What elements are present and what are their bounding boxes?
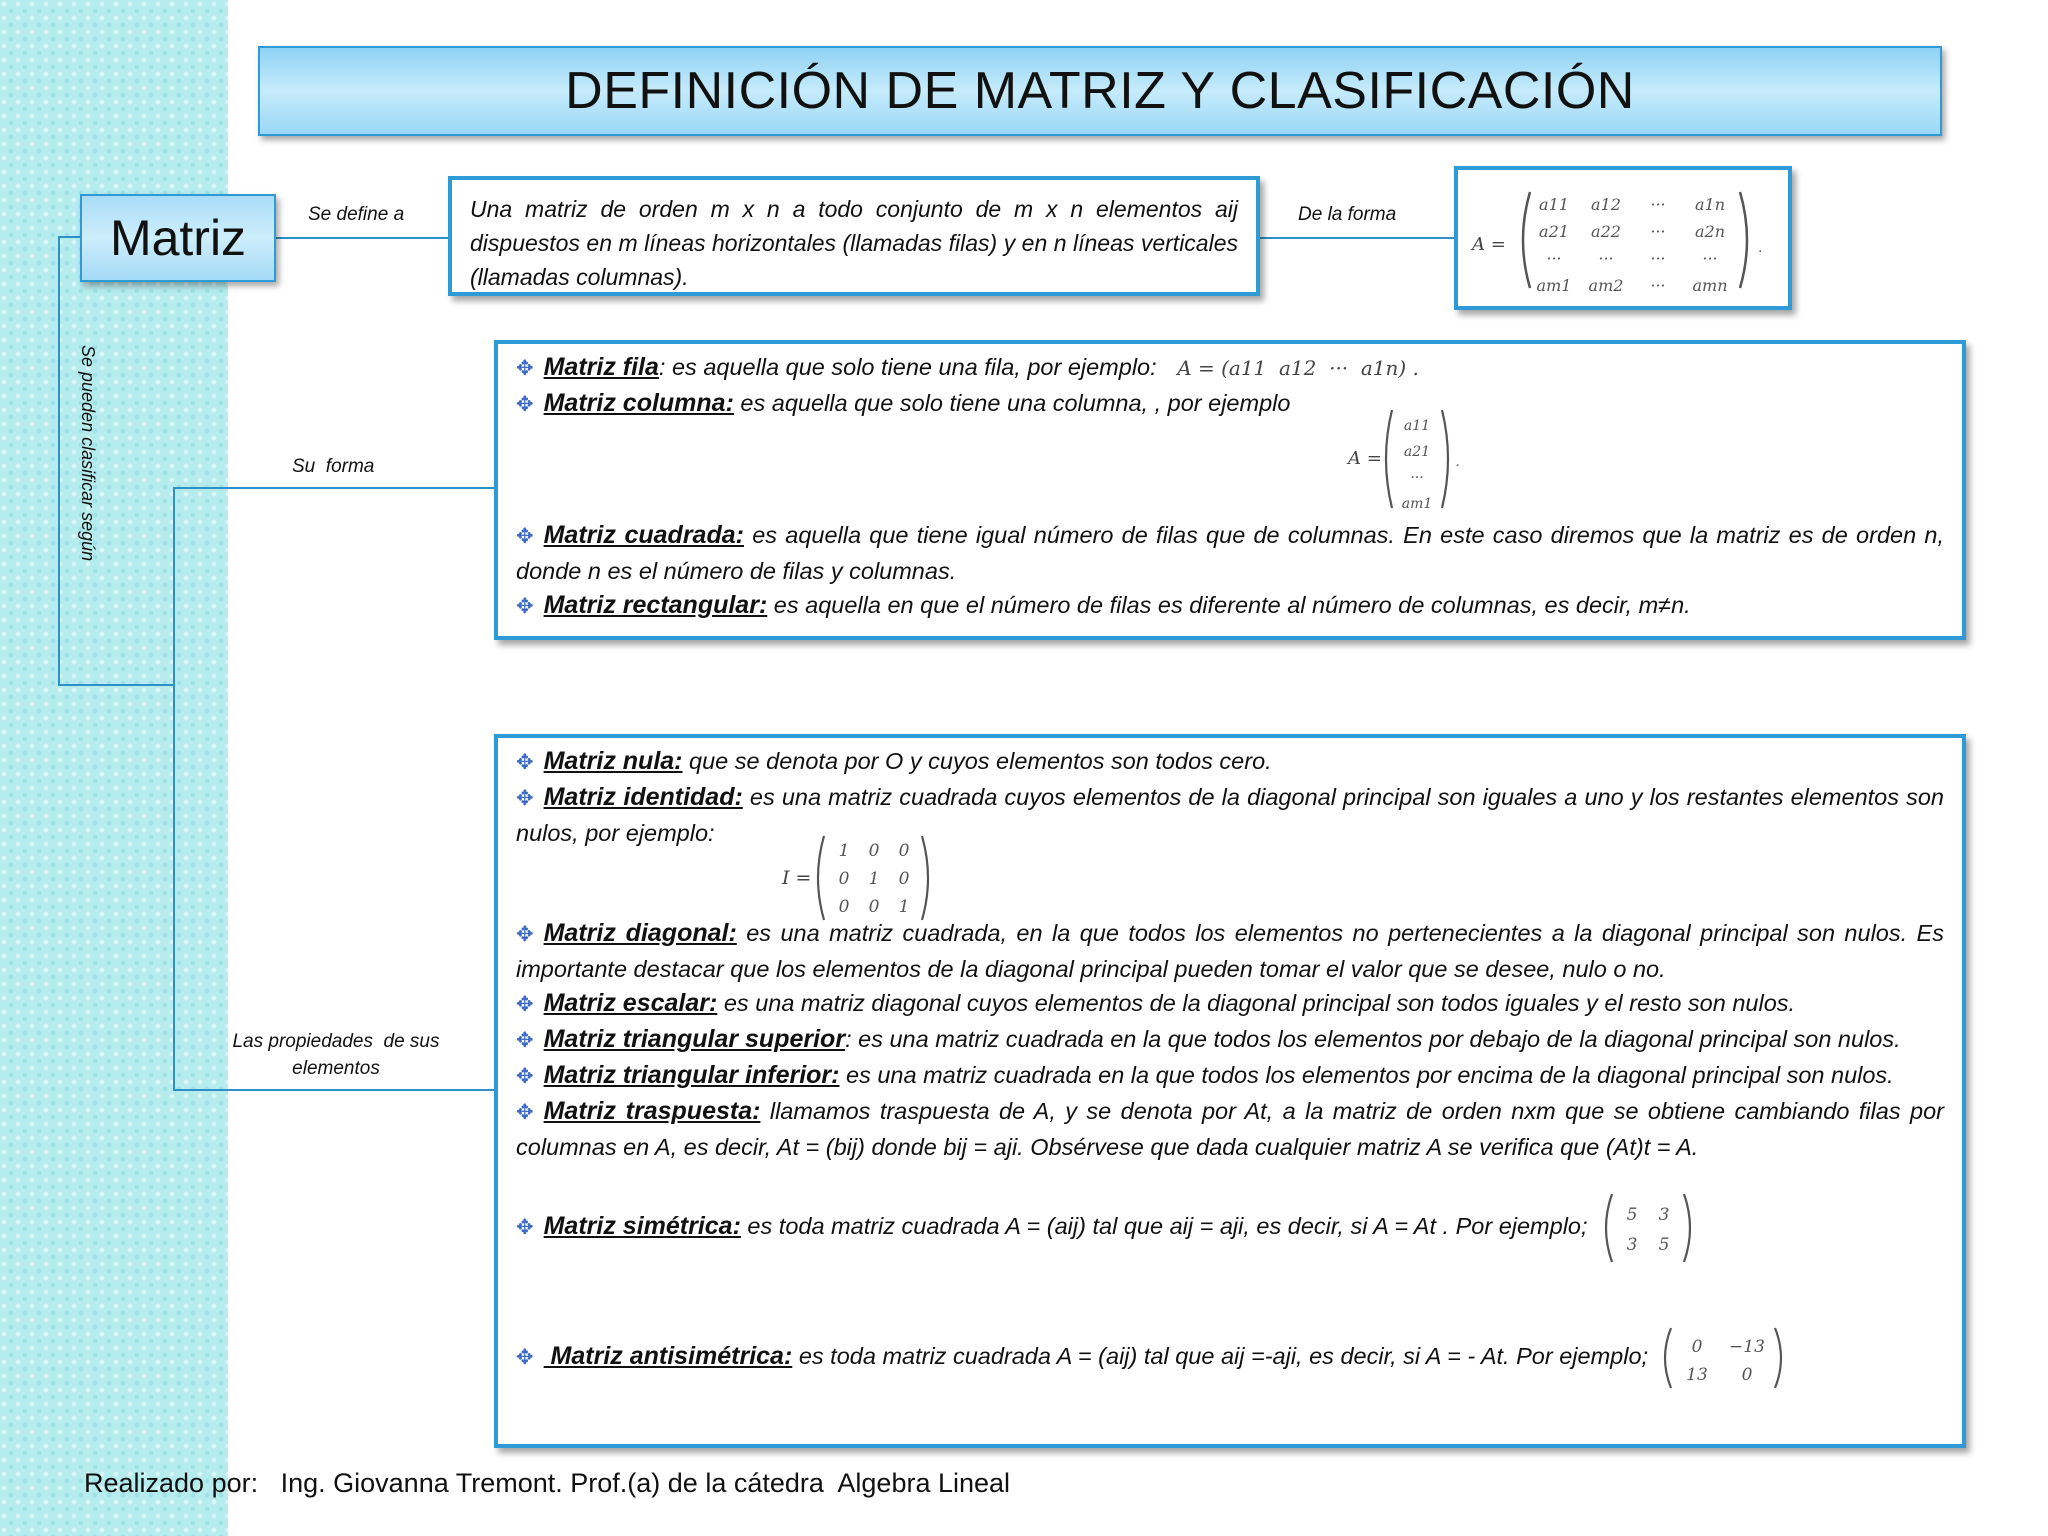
right-paren (1684, 1194, 1690, 1262)
general-matrix-cell: ··· (1702, 249, 1718, 268)
text-matriz-traspuesta: llamamos traspuesta de A, y se denota por At, a la matriz de orden nxm que se obtiene cambiando filas por columnas en A, es decir, At = (bij) donde bij = aji. Obsérvese que dada cualquier matriz A se verifica que (At)t = A. (516, 1098, 1944, 1160)
text-matriz-nula: que se denota por O y cuyos elementos son todos cero. (682, 748, 1272, 774)
label-se-pueden-clasificar: Se pueden clasificar según (78, 345, 98, 562)
term-matriz-identidad: Matriz identidad: (543, 783, 743, 811)
list-item-matriz-traspuesta (516, 1094, 1944, 1164)
identity-matrix-cell: 0 (898, 841, 910, 861)
bullet-icon: ✥ (516, 993, 534, 1016)
general-matrix-cell: a12 (1591, 195, 1621, 214)
identity-matrix-cell: 0 (898, 869, 910, 889)
term-matriz-simetrica: Matriz simétrica: (543, 1212, 741, 1241)
general-matrix-cell: a21 (1539, 222, 1569, 241)
column-matrix-cell: ··· (1410, 470, 1424, 486)
general-matrix-cell: ··· (1650, 276, 1666, 295)
general-matrix-cell: am1 (1536, 276, 1572, 295)
antisymmetric-matrix-figure (1659, 1324, 1789, 1392)
text-matriz-antisimetrica: es toda matriz cuadrada A = (aij) tal que aij =-aji, es decir, si A = - At. Por ejemplo; (792, 1343, 1649, 1370)
right-paren (1775, 1328, 1781, 1388)
connector-line (272, 237, 448, 239)
general-matrix-figure (1458, 170, 1788, 306)
general-matrix-cell: a11 (1539, 195, 1569, 214)
text-matriz-columna: es aquella que solo tiene una columna, , por ejemplo (733, 390, 1291, 416)
general-matrix-cell: a22 (1591, 222, 1621, 241)
text-matriz-escalar: es una matriz diagonal cuyos elementos de la diagonal principal son todos iguales y el resto son nulos. (717, 990, 1796, 1016)
identity-matrix-cell: 1 (838, 841, 850, 861)
left-paren (1665, 1328, 1671, 1388)
antisymmetric-matrix-cell: 13 (1685, 1365, 1708, 1385)
right-paren (1442, 410, 1448, 508)
page-title: DEFINICIÓN DE MATRIZ Y CLASIFICACIÓN (258, 46, 1942, 136)
general-matrix-cell: ··· (1598, 249, 1614, 268)
term-matriz-diagonal: Matriz diagonal: (543, 919, 737, 947)
list-item-matriz-triangular-superior (516, 1022, 1944, 1058)
bullet-icon: ✥ (516, 1216, 534, 1240)
left-paren (1606, 1194, 1612, 1262)
identity-matrix-cell: 0 (838, 869, 850, 889)
identity-matrix-cells (839, 841, 910, 917)
connector-line (173, 1089, 494, 1091)
column-matrix-figure (1338, 404, 1478, 514)
term-matriz-rectangular: Matriz rectangular: (543, 591, 768, 619)
label-propiedades-line1: Las propiedades de sus (232, 1031, 440, 1052)
symmetric-matrix-cell: 3 (1658, 1205, 1670, 1225)
term-matriz-columna: Matriz columna: (543, 389, 734, 417)
connector-line (1260, 237, 1454, 239)
symmetric-matrix-cell: 5 (1626, 1205, 1638, 1225)
antisymmetric-matrix-cell: 0 (1741, 1365, 1752, 1385)
column-matrix-cell: a21 (1403, 444, 1431, 460)
text-matriz-fila: : es aquella que solo tiene una fila, por ejemplo: (658, 354, 1157, 380)
identity-matrix-cell: 0 (838, 897, 850, 917)
list-item-matriz-identidad (516, 780, 1944, 916)
connector-line (58, 236, 80, 238)
list-item-matriz-diagonal (516, 916, 1944, 986)
identity-matrix-cell: 1 (868, 869, 880, 889)
bullet-icon: ✥ (516, 595, 534, 618)
right-paren (1740, 192, 1747, 288)
column-matrix-cell: a11 (1403, 418, 1431, 434)
text-matriz-simetrica: es toda matriz cuadrada A = (aij) tal que aij = aji, es decir, si A = At . Por ejemplo; (740, 1213, 1588, 1240)
left-paren (1386, 410, 1392, 508)
text-matriz-rectangular: es aquella en que el número de filas es diferente al número de columnas, es decir, m≠n. (767, 592, 1691, 618)
general-matrix-box (1454, 166, 1792, 310)
general-matrix-cell: ··· (1650, 195, 1666, 214)
bullet-icon: ✥ (516, 923, 534, 946)
list-item-matriz-columna (516, 386, 1944, 518)
general-matrix-cells (1537, 195, 1728, 295)
term-matriz-triangular-superior: Matriz triangular superior (543, 1025, 846, 1053)
general-matrix-cell: a2n (1694, 222, 1726, 241)
general-matrix-cell: amn (1692, 276, 1728, 295)
right-paren (922, 836, 928, 920)
column-matrix-lhs: A = (1348, 448, 1382, 469)
general-matrix-period: . (1758, 239, 1763, 256)
bullet-icon: ✥ (516, 787, 534, 810)
term-matriz-antisimetrica: Matriz antisimétrica: (543, 1342, 793, 1371)
connector-line (173, 487, 175, 1091)
antisymmetric-matrix-cells (1686, 1337, 1765, 1385)
column-matrix-cell: am1 (1401, 496, 1433, 512)
term-matriz-nula: Matriz nula: (543, 747, 683, 775)
list-item-matriz-rectangular (516, 588, 1944, 624)
list-item-matriz-cuadrada (516, 518, 1944, 588)
connector-line (58, 684, 174, 686)
root-node-matriz: Matriz (80, 194, 276, 282)
list-item-matriz-triangular-inferior (516, 1058, 1944, 1094)
list-item-matriz-nula (516, 744, 1944, 780)
connector-line (173, 487, 494, 489)
list-item-matriz-fila (516, 350, 1944, 386)
general-matrix-lhs: A = (1472, 234, 1506, 255)
forma-classification-box (494, 340, 1966, 640)
general-matrix-cell: ··· (1650, 249, 1666, 268)
column-matrix-cells (1402, 418, 1433, 512)
label-se-define: Se define a (308, 204, 405, 225)
definition-box (448, 176, 1260, 296)
left-paren (818, 836, 824, 920)
term-matriz-escalar: Matriz escalar: (543, 989, 718, 1017)
bullet-icon: ✥ (516, 525, 534, 548)
identity-matrix-cell: 1 (898, 897, 910, 917)
text-matriz-identidad: es una matriz cuadrada cuyos elementos de la diagonal principal son iguales a uno y los restantes elementos son nulos, por ejemplo: (516, 784, 1944, 846)
term-matriz-cuadrada: Matriz cuadrada: (543, 521, 744, 549)
definition-text: Una matriz de orden m x n a todo conjunto de m x n elementos aij dispuestos en m líneas horizontales (llamadas filas) y en n líneas verticales (llamadas columnas). (470, 196, 1238, 290)
text-matriz-triangular-inferior: es una matriz cuadrada en la que todos los elementos por encima de la diagonal principal son nulos. (839, 1062, 1894, 1088)
term-matriz-traspuesta: Matriz traspuesta: (543, 1097, 761, 1125)
symmetric-matrix-cell: 3 (1626, 1235, 1638, 1255)
general-matrix-cell: a1n (1694, 195, 1726, 214)
text-matriz-cuadrada: es aquella que tiene igual número de filas que de columnas. En este caso diremos que la matriz es de orden n, donde n es el número de filas y columnas. (516, 522, 1944, 584)
label-propiedades (226, 1028, 446, 1082)
symmetric-matrix-cell: 5 (1658, 1235, 1670, 1255)
left-paren (1523, 192, 1530, 288)
identity-matrix-lhs: I = (782, 867, 812, 889)
list-item-matriz-escalar (516, 986, 1944, 1022)
antisymmetric-matrix-cell: 0 (1691, 1337, 1702, 1357)
bullet-icon: ✥ (516, 1029, 534, 1052)
propiedades-classification-box (494, 734, 1966, 1448)
label-propiedades-line2: elementos (292, 1058, 380, 1079)
column-matrix-period: . (1456, 453, 1461, 470)
footer-credit: Realizado por: Ing. Giovanna Tremont. Prof.(a) de la cátedra Algebra Lineal (84, 1468, 1011, 1498)
bullet-icon: ✥ (516, 1346, 534, 1370)
bullet-icon: ✥ (516, 393, 534, 416)
bullet-icon: ✥ (516, 357, 534, 380)
general-matrix-cell: ··· (1546, 249, 1562, 268)
identity-matrix-cell: 0 (868, 897, 880, 917)
term-matriz-triangular-inferior: Matriz triangular inferior: (543, 1061, 840, 1089)
text-matriz-triangular-superior: : es una matriz cuadrada en la que todos los elementos por debajo de la diagonal principal son nulos. (845, 1026, 1901, 1052)
identity-matrix-figure (772, 830, 942, 926)
label-su-forma: Su forma (292, 456, 375, 477)
bullet-icon: ✥ (516, 1065, 534, 1088)
label-de-la-forma: De la forma (1298, 204, 1397, 225)
term-matriz-fila: Matriz fila (543, 353, 659, 381)
row-matrix-example: A = (a11 a12 ··· a1n) . (1177, 356, 1419, 380)
list-item-matriz-antisimetrica (516, 1324, 1944, 1392)
symmetric-matrix-cells (1627, 1205, 1670, 1255)
bullet-icon: ✥ (516, 751, 534, 774)
antisymmetric-matrix-cell: −13 (1728, 1337, 1765, 1357)
bullet-icon: ✥ (516, 1101, 534, 1124)
list-item-matriz-simetrica (516, 1190, 1944, 1266)
text-matriz-diagonal: es una matriz cuadrada, en la que todos los elementos no pertenecientes a la diagonal principal son nulos. Es importante destacar que los elementos de la diagonal principal pueden tomar el valor que se desee, nulo o no. (516, 920, 1944, 982)
symmetric-matrix-figure (1600, 1190, 1700, 1266)
identity-matrix-cell: 0 (868, 841, 880, 861)
general-matrix-cell: am2 (1588, 276, 1624, 295)
general-matrix-cell: ··· (1650, 222, 1666, 241)
